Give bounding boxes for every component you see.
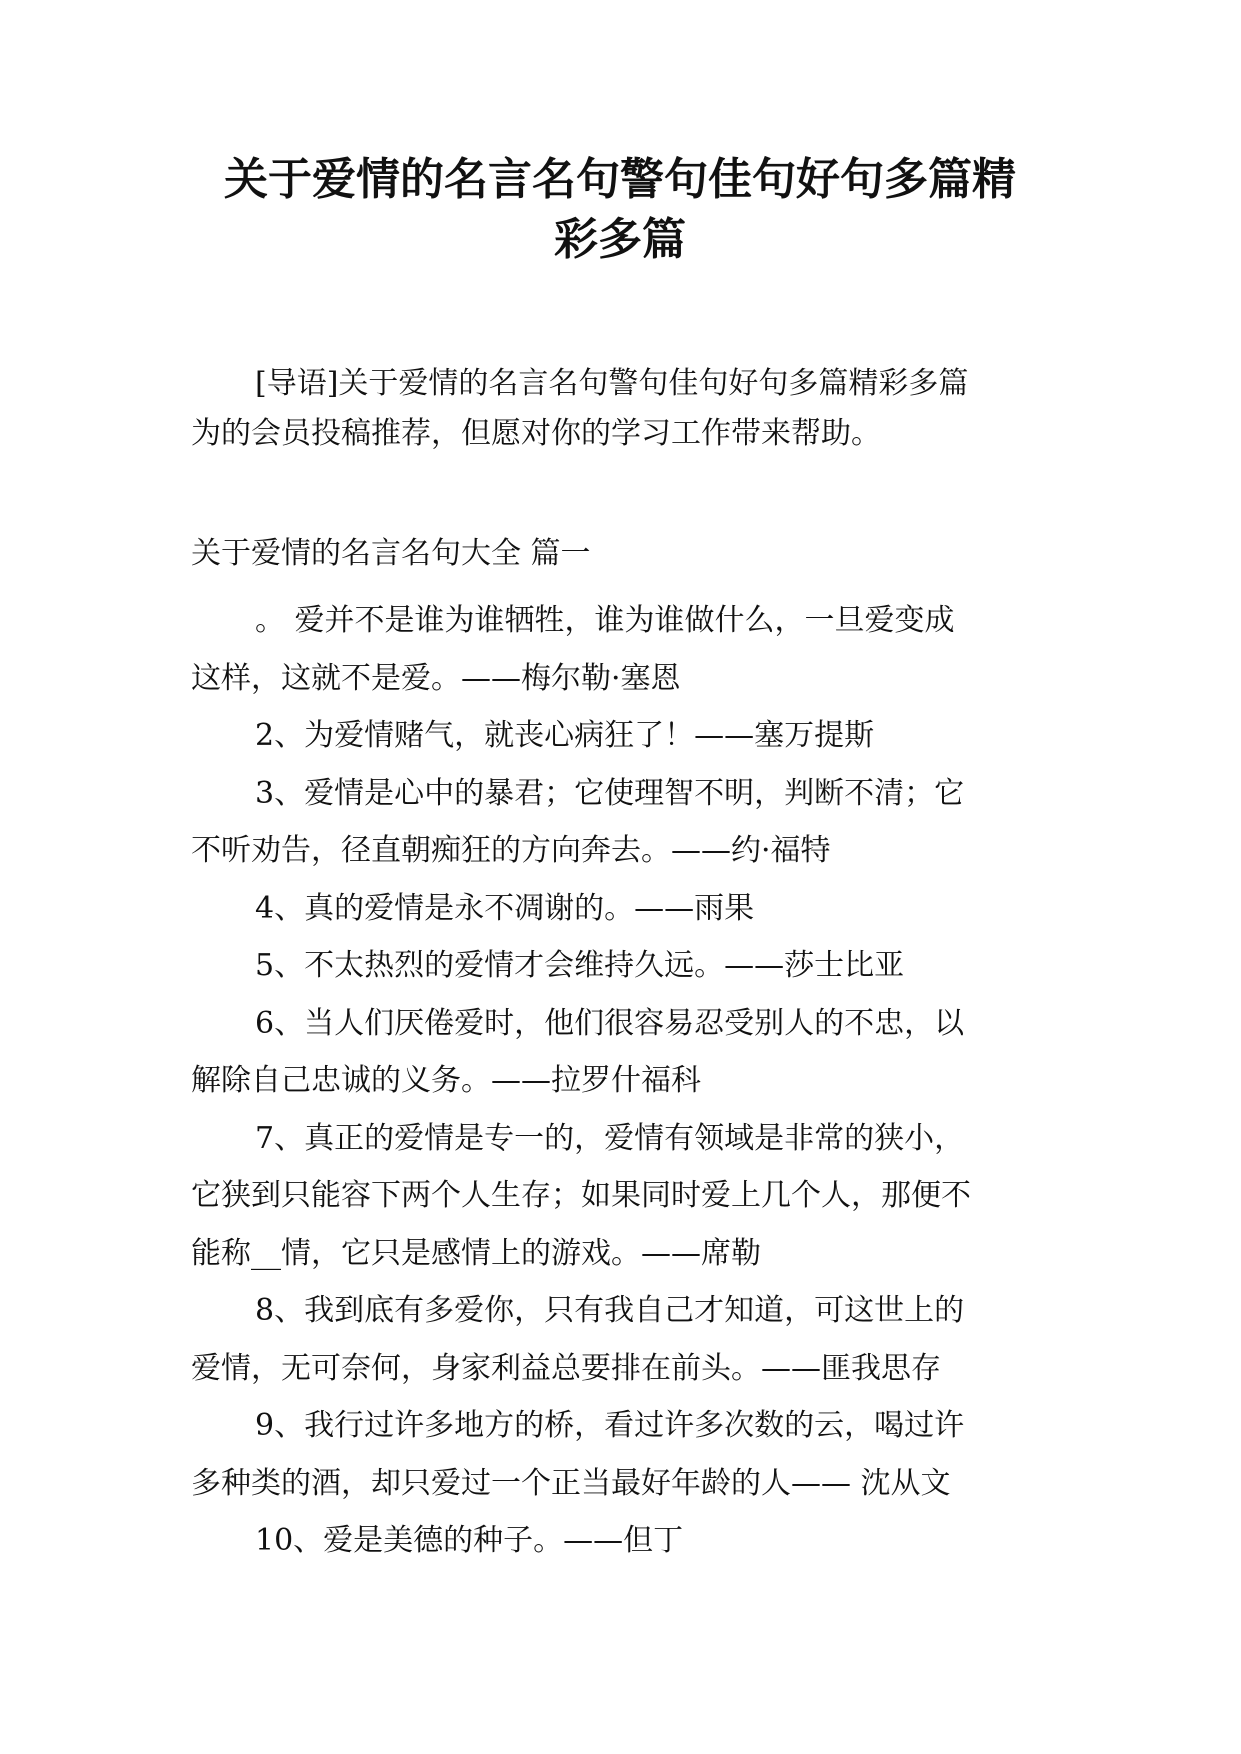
intro-paragraph — [191, 359, 1057, 459]
quote-item — [191, 880, 1057, 938]
quote-item — [191, 1397, 1057, 1512]
section-heading: 关于爱情的名言名句大全 篇一 — [191, 536, 591, 571]
quote-line: 6、当人们厌倦爱时，他们很容易忍受别人的不忠，以 — [255, 1005, 965, 1041]
quote-line: 这样，这就不是爱。——梅尔勒·塞恩 — [191, 660, 681, 696]
quote-line: 。 爱并不是谁为谁牺牲，谁为谁做什么，一旦爱变成 — [255, 603, 955, 638]
document-title — [160, 150, 1080, 270]
quote-line: 爱情，无可奈何，身家利益总要排在前头。——匪我思存 — [191, 1350, 941, 1386]
quote-line: 解除自己忠诚的义务。——拉罗什福科 — [191, 1063, 701, 1098]
quote-line: 9、我行过许多地方的桥，看过许多次数的云，喝过许 — [255, 1408, 965, 1443]
quote-item — [191, 707, 1057, 765]
quote-line: 10、爱是美德的种子。——但丁 — [255, 1523, 684, 1558]
title-line: 关于爱情的名言名句警句佳句好句多篇精 — [224, 154, 1016, 205]
quote-line: 多种类的酒，却只爱过一个正当最好年龄的人—— 沈从文 — [191, 1465, 951, 1501]
quote-line: 5、不太热烈的爱情才会维持久远。——莎士比亚 — [255, 948, 905, 983]
quote-line: 3、爱情是心中的暴君；它使理智不明，判断不清；它 — [255, 775, 965, 811]
intro-line: 为的会员投稿推荐，但愿对你的学习工作带来帮助。 — [191, 416, 881, 451]
quote-list — [191, 592, 1057, 1570]
intro-line: [导语]关于爱情的名言名句警句佳句好句多篇精彩多篇 — [255, 366, 969, 401]
quote-line: 8、我到底有多爱你，只有我自己才知道，可这世上的 — [255, 1293, 965, 1328]
quote-line: 7、真正的爱情是专一的，爱情有领域是非常的狭小， — [255, 1120, 965, 1156]
quote-line: 能称__情，它只是感情上的游戏。——席勒 — [191, 1235, 761, 1271]
quote-line: 它狭到只能容下两个人生存；如果同时爱上几个人，那便不 — [191, 1178, 971, 1213]
quote-item — [191, 1282, 1057, 1397]
quote-item — [191, 1110, 1057, 1283]
quote-line: 2、为爱情赌气，就丧心病狂了！——塞万提斯 — [255, 718, 875, 753]
quote-line: 4、真的爱情是永不凋谢的。——雨果 — [255, 890, 755, 926]
quote-item — [191, 765, 1057, 880]
quote-item — [191, 592, 1057, 707]
quote-line: 不听劝告，径直朝痴狂的方向奔去。——约·福特 — [191, 833, 831, 868]
quote-item — [191, 1512, 1057, 1570]
quote-item — [191, 937, 1057, 995]
title-line: 彩多篇 — [554, 214, 686, 265]
quote-item — [191, 995, 1057, 1110]
